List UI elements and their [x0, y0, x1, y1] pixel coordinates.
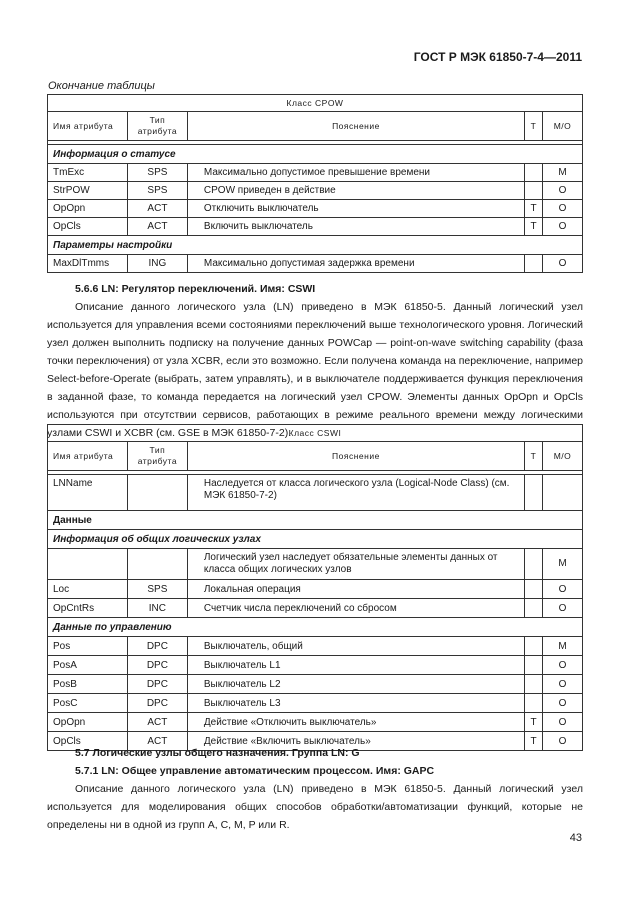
- attr-name: OpCls: [48, 732, 128, 751]
- attr-mo: O: [543, 732, 583, 751]
- attr-name: PosC: [48, 694, 128, 713]
- attr-mo: O: [543, 580, 583, 599]
- document-header: ГОСТ Р МЭК 61850-7-4—2011: [413, 50, 582, 64]
- attr-name: StrPOW: [48, 182, 128, 200]
- table-row: [48, 656, 583, 675]
- attr-name: PosB: [48, 675, 128, 694]
- section-title: Данные: [48, 511, 583, 530]
- attr-explanation: Максимально допустимое превышение времени: [187, 164, 524, 182]
- col-header-type: Тип атрибута: [127, 442, 187, 471]
- attr-type: [127, 549, 187, 580]
- table-row: [48, 164, 583, 182]
- attr-t: [525, 599, 543, 618]
- attr-type: SPS: [127, 164, 187, 182]
- col-header-name: Имя атрибута: [48, 442, 128, 471]
- table-row: [48, 200, 583, 218]
- attr-explanation: Выключатель L3: [187, 694, 524, 713]
- attr-type: DPC: [127, 637, 187, 656]
- attr-t: T: [525, 713, 543, 732]
- attr-type: ACT: [127, 218, 187, 236]
- attr-name: Pos: [48, 637, 128, 656]
- attr-name: LNName: [48, 475, 128, 511]
- section-566: [47, 280, 583, 442]
- col-header-explanation: Пояснение: [187, 112, 524, 141]
- table-row: [48, 475, 583, 511]
- cswi-table: [47, 424, 583, 751]
- attr-mo: O: [543, 218, 583, 236]
- attr-t: [525, 694, 543, 713]
- attr-name: TmExc: [48, 164, 128, 182]
- attr-name: [48, 549, 128, 580]
- attr-explanation: Максимально допустимая задержка времени: [187, 255, 524, 273]
- attr-t: T: [525, 218, 543, 236]
- attr-mo: O: [543, 713, 583, 732]
- attr-mo: O: [543, 182, 583, 200]
- attr-explanation: CPOW приведен в действие: [187, 182, 524, 200]
- section-heading: 5.6.6 LN: Регулятор переключений. Имя: CSWI: [75, 283, 316, 295]
- section-title: Параметры настройки: [48, 236, 583, 255]
- table-row: [48, 713, 583, 732]
- attr-type: DPC: [127, 694, 187, 713]
- table-row: [48, 694, 583, 713]
- attr-explanation: Счетчик числа переключений со сбросом: [187, 599, 524, 618]
- attr-t: [525, 164, 543, 182]
- table-row: [48, 549, 583, 580]
- section-paragraph: Описание данного логического узла (LN) приведено в МЭК 61850-5. Данный логический узел используется для управления всеми состояниями переключений выше технологического уровня. Логический узел должен выполнить подписку на получение данных POWCap — point-on-wave switching capability (фаза точки переключения) от узла XCBR, если это возможно. Если получена команда на переключение, например Select-before-Operate (выбрать, затем управлять), и в выключателе поддерживается функция переключения в заданной фазе, то команда передается на логический узел CPOW. Элементы данных OpOpn и OpCls используются при отсутствии сервисов, работающих в режиме реального времени между логическими узлами CSWI и XCBR (см. GSE в МЭК 61850-7-2).: [47, 301, 583, 439]
- attr-explanation: Включить выключатель: [187, 218, 524, 236]
- attr-t: [525, 255, 543, 273]
- attr-explanation: Выключатель L1: [187, 656, 524, 675]
- attr-name: Loc: [48, 580, 128, 599]
- col-header-mo: M/O: [543, 112, 583, 141]
- attr-t: [525, 637, 543, 656]
- table-row: [48, 218, 583, 236]
- attr-mo: [543, 475, 583, 511]
- attr-explanation: Логический узел наследует обязательные элементы данных от класса общих логических узлов: [187, 549, 524, 580]
- table-caption: Окончание таблицы: [48, 80, 155, 92]
- section-heading: 5.7 Логические узлы общего назначения. Группа LN: G: [75, 747, 360, 759]
- attr-type: DPC: [127, 675, 187, 694]
- class-title: Класс CPOW: [48, 95, 583, 112]
- attr-name: MaxDlTmms: [48, 255, 128, 273]
- table-row: [48, 637, 583, 656]
- attr-type: INC: [127, 599, 187, 618]
- attr-type: [127, 475, 187, 511]
- attr-name: OpOpn: [48, 713, 128, 732]
- attr-t: [525, 580, 543, 599]
- attr-type: ACT: [127, 200, 187, 218]
- attr-type: SPS: [127, 580, 187, 599]
- col-header-t: T: [525, 112, 543, 141]
- cpow-table: [47, 94, 583, 273]
- table-row: [48, 580, 583, 599]
- attr-mo: M: [543, 637, 583, 656]
- col-header-name: Имя атрибута: [48, 112, 128, 141]
- page-number: 43: [569, 832, 582, 844]
- attr-explanation: Действие «Отключить выключатель»: [187, 713, 524, 732]
- attr-explanation: Локальная операция: [187, 580, 524, 599]
- table-row: [48, 675, 583, 694]
- attr-name: OpOpn: [48, 200, 128, 218]
- attr-explanation: Наследуется от класса логического узла (Logical-Node Class) (см. МЭК 61850-7-2): [187, 475, 524, 511]
- class-title: Класс CSWI: [48, 425, 583, 442]
- section-title: Информация об общих логических узлах: [48, 530, 583, 549]
- attr-t: [525, 549, 543, 580]
- attr-mo: M: [543, 549, 583, 580]
- section-57: [47, 744, 583, 834]
- attr-type: DPC: [127, 656, 187, 675]
- attr-mo: M: [543, 164, 583, 182]
- attr-mo: O: [543, 599, 583, 618]
- table-row: [48, 599, 583, 618]
- attr-t: [525, 475, 543, 511]
- section-paragraph: Описание данного логического узла (LN) приведено в МЭК 61850-5. Данный логический узел используется для моделирования общих способов обработки/автоматизации функций, которые не определены ни в одной из групп A, C, M, P или R.: [47, 783, 583, 831]
- attr-explanation: Отключить выключатель: [187, 200, 524, 218]
- section-title: Информация о статусе: [48, 145, 583, 164]
- attr-explanation: Действие «Включить выключатель»: [187, 732, 524, 751]
- attr-type: ING: [127, 255, 187, 273]
- attr-t: T: [525, 200, 543, 218]
- attr-mo: O: [543, 656, 583, 675]
- col-header-t: T: [525, 442, 543, 471]
- attr-name: OpCls: [48, 218, 128, 236]
- attr-mo: O: [543, 675, 583, 694]
- table-row: [48, 255, 583, 273]
- table-row: [48, 182, 583, 200]
- attr-name: PosA: [48, 656, 128, 675]
- attr-explanation: Выключатель L2: [187, 675, 524, 694]
- attr-t: [525, 656, 543, 675]
- attr-type: ACT: [127, 713, 187, 732]
- attr-mo: O: [543, 255, 583, 273]
- section-title: Данные по управлению: [48, 618, 583, 637]
- attr-mo: O: [543, 200, 583, 218]
- attr-name: OpCntRs: [48, 599, 128, 618]
- attr-t: T: [525, 732, 543, 751]
- subsection-heading: 5.7.1 LN: Общее управление автоматическим процессом. Имя: GAPC: [75, 765, 435, 777]
- attr-t: [525, 182, 543, 200]
- attr-explanation: Выключатель, общий: [187, 637, 524, 656]
- attr-type: ACT: [127, 732, 187, 751]
- col-header-explanation: Пояснение: [187, 442, 524, 471]
- col-header-type: Тип атрибута: [127, 112, 187, 141]
- attr-mo: O: [543, 694, 583, 713]
- attr-t: [525, 675, 543, 694]
- attr-type: SPS: [127, 182, 187, 200]
- col-header-mo: M/O: [543, 442, 583, 471]
